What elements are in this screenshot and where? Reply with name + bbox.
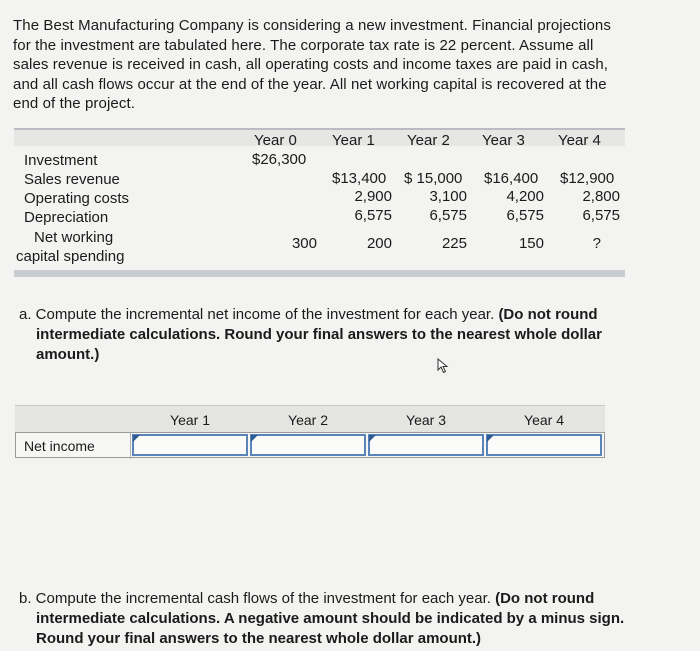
net-income-year3-input[interactable] — [368, 434, 484, 456]
table-bottom-rule — [14, 270, 625, 277]
part-a-instruction: intermediate calculations. Round your final answers to the nearest whole dollar — [36, 326, 602, 343]
header-year-1: Year 1 — [332, 132, 375, 149]
row-label-nwc-line1: Net working — [34, 229, 114, 246]
net-income-year1-input[interactable] — [132, 434, 248, 456]
cell-dep-year2: 6,575 — [429, 207, 467, 224]
input-marker-icon — [487, 435, 494, 442]
cell-nwc-year1: 200 — [366, 235, 392, 252]
answer-table-header — [15, 405, 605, 432]
intro-line: and all cash flows occur at the end of the year. All net working capital is recovered at the — [13, 75, 607, 93]
answer-row-net-income — [15, 432, 605, 458]
mouse-pointer-icon — [437, 358, 451, 374]
column-year-1: Year 1 — [170, 412, 210, 428]
cell-nwc-year0: 300 — [291, 235, 317, 252]
header-year-4: Year 4 — [558, 132, 601, 149]
cell-opcost-year4: 2,800 — [582, 188, 620, 205]
cell-nwc-year2: 225 — [441, 235, 467, 252]
cell-opcost-year2: 3,100 — [429, 188, 467, 205]
net-income-answer-table — [15, 405, 605, 457]
header-year-2: Year 2 — [407, 132, 450, 149]
cell-sales-year4: $12,900 — [560, 170, 615, 187]
column-divider — [130, 433, 131, 459]
part-b-instruction: (Do not round — [495, 590, 595, 607]
intro-line: for the investment are tabulated here. The corporate tax rate is 22 percent. Assume all — [13, 36, 594, 54]
intro-line: sales revenue is received in cash, all operating costs and income taxes are paid in cash, — [13, 56, 609, 73]
cell-dep-year1: 6,575 — [354, 207, 392, 224]
problem-statement — [13, 16, 673, 114]
cell-sales-year3: $16,400 — [484, 170, 539, 187]
row-label-sales-revenue: Sales revenue — [24, 171, 120, 188]
intro-line: end of the project. — [13, 95, 135, 112]
part-b-instruction: intermediate calculations. A negative amount should be indicated by a minus sign. — [36, 610, 625, 627]
cell-dep-year4: 6,575 — [582, 207, 620, 224]
part-a-question — [19, 305, 679, 365]
part-a-instruction: (Do not round — [498, 306, 598, 323]
cell-opcost-year1: 2,900 — [354, 188, 392, 205]
row-label-investment: Investment — [24, 152, 98, 169]
input-marker-icon — [133, 435, 140, 442]
net-income-year2-input[interactable] — [250, 434, 366, 456]
part-b-instruction: Round your final answers to the nearest whole dollar amount.) — [36, 630, 482, 647]
part-b-question — [19, 589, 679, 649]
input-marker-icon — [251, 435, 258, 442]
cell-nwc-year4: ? — [592, 235, 601, 252]
cell-sales-year1: $13,400 — [332, 170, 387, 187]
cell-investment-year0: $26,300 — [252, 151, 307, 168]
row-label-nwc-line2: capital spending — [16, 248, 125, 265]
cell-nwc-year3: 150 — [518, 235, 544, 252]
row-label-operating-costs: Operating costs — [24, 190, 130, 207]
part-b-text: b. Compute the incremental cash flows of the investment for each year. — [19, 590, 491, 607]
intro-line: The Best Manufacturing Company is considering a new investment. Financial projections — [13, 17, 611, 34]
projections-table — [10, 128, 625, 280]
cell-dep-year3: 6,575 — [506, 207, 544, 224]
table-header-band — [14, 130, 625, 146]
part-a-text: a. Compute the incremental net income of the investment for each year. — [19, 306, 495, 323]
column-year-3: Year 3 — [406, 412, 446, 428]
cell-sales-year2: $ 15,000 — [404, 170, 463, 187]
row-label-net-income: Net income — [24, 438, 95, 454]
column-year-2: Year 2 — [288, 412, 328, 428]
row-label-depreciation: Depreciation — [24, 209, 109, 226]
column-year-4: Year 4 — [524, 412, 564, 428]
header-year-0: Year 0 — [254, 132, 297, 149]
header-year-3: Year 3 — [482, 132, 525, 149]
net-income-year4-input[interactable] — [486, 434, 602, 456]
input-marker-icon — [369, 435, 376, 442]
cell-opcost-year3: 4,200 — [506, 188, 544, 205]
part-a-instruction: amount.) — [36, 346, 100, 363]
